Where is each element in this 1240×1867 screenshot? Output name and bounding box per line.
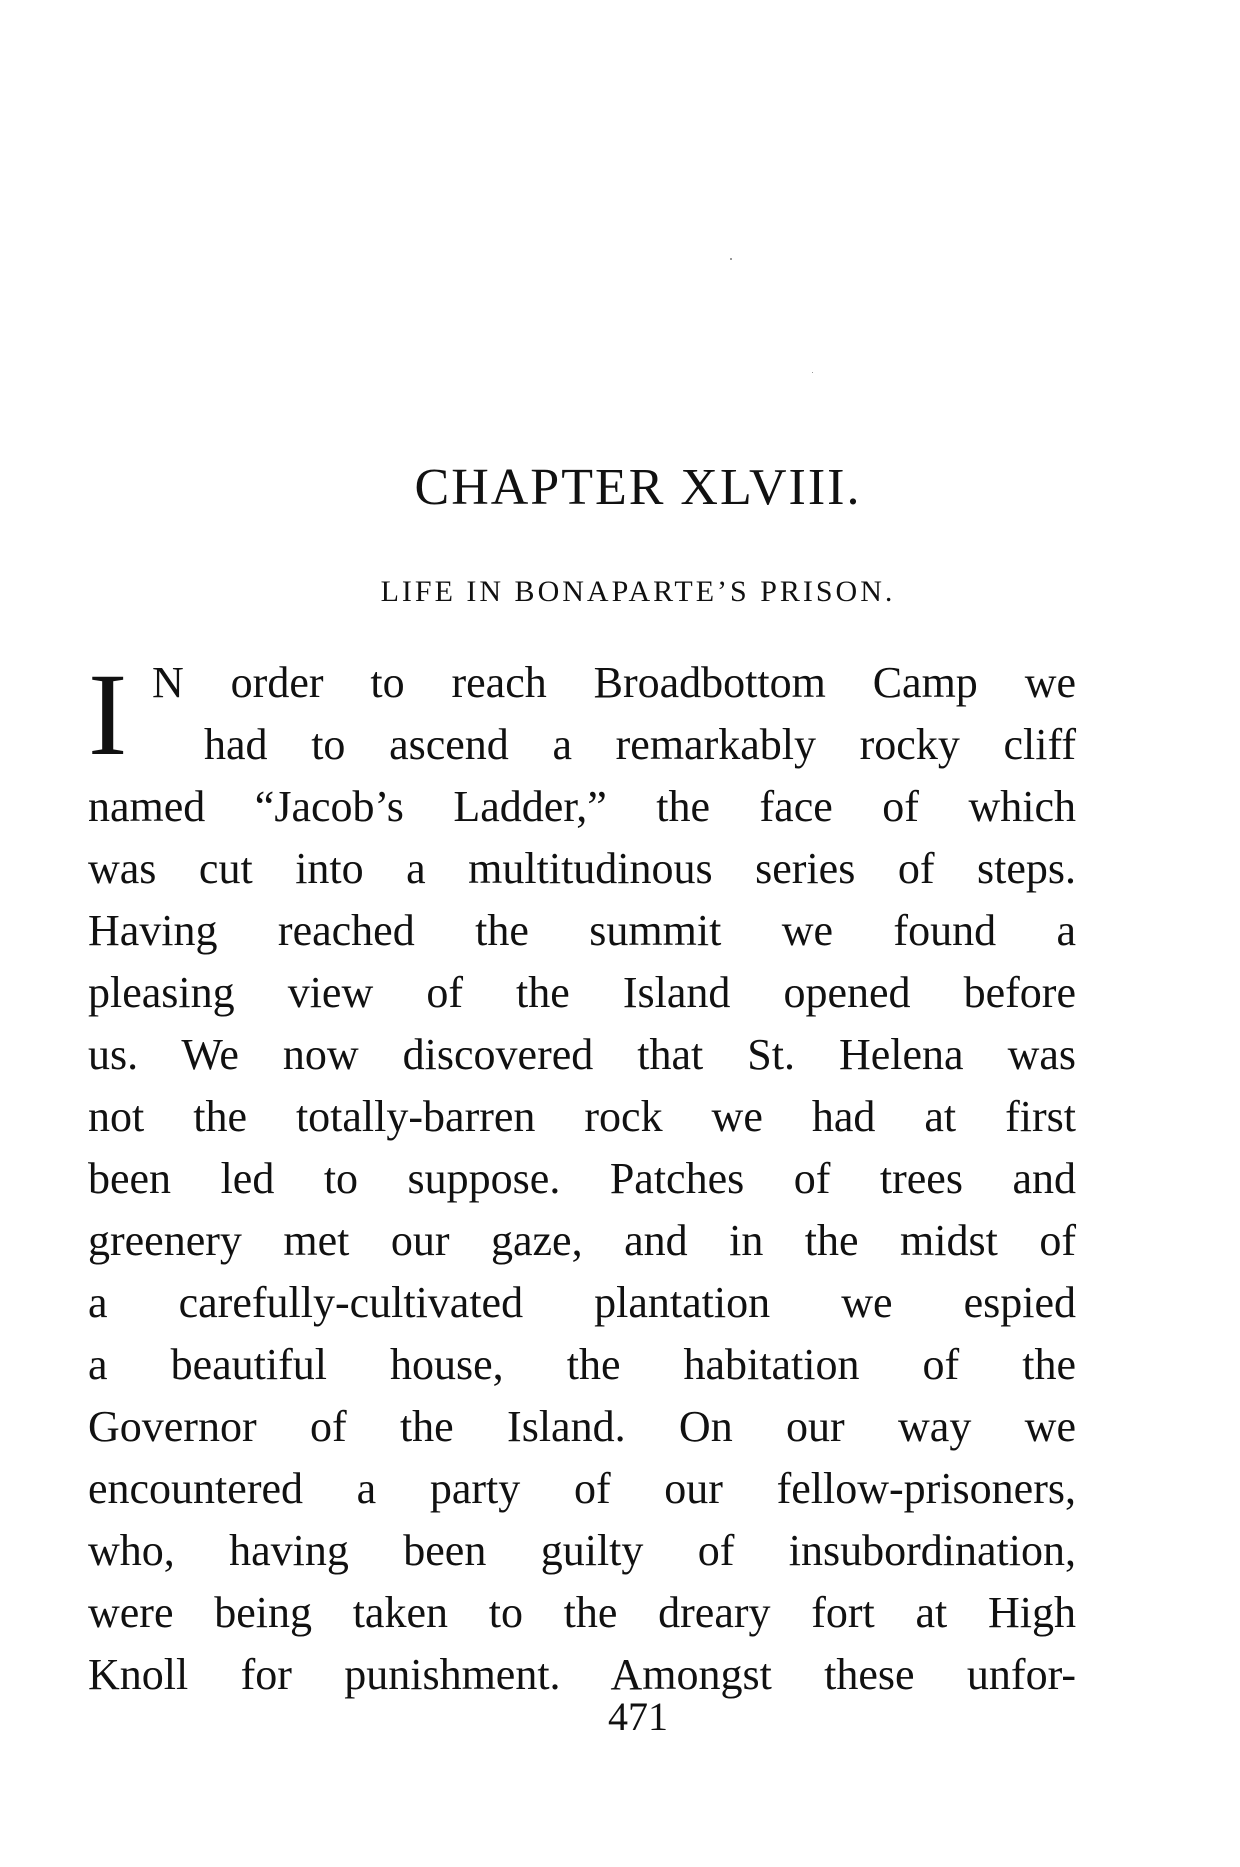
text-line: pleasing view of the Island opened before (88, 968, 1076, 1017)
body-text (88, 649, 1076, 1706)
text-line: a beautiful house, the habitation of the (88, 1340, 1076, 1389)
page-number: 471 (608, 1694, 668, 1739)
text-line: who, having been guilty of insubordination, (88, 1526, 1076, 1575)
paper-speck (812, 372, 813, 373)
text-line: named “Jacob’s Ladder,” the face of which (88, 782, 1076, 831)
text-line: had to ascend a remarkably rocky cliff (204, 720, 1076, 769)
text-line: Knoll for punishment. Amongst these unfor- (88, 1650, 1076, 1699)
text-line: N order to reach Broadbottom Camp we (152, 658, 1076, 707)
text-line: was cut into a multitudinous series of steps. (88, 844, 1076, 893)
text-line: not the totally-barren rock we had at first (88, 1092, 1076, 1141)
text-line: been led to suppose. Patches of trees and (88, 1154, 1076, 1203)
chapter-title: CHAPTER XLVIII. (414, 459, 862, 516)
text-line: Governor of the Island. On our way we (88, 1402, 1076, 1451)
text-line: greenery met our gaze, and in the midst of (88, 1216, 1076, 1265)
text-line: Having reached the summit we found a (88, 906, 1076, 955)
chapter-subtitle: LIFE IN BONAPARTE’S PRISON. (380, 575, 896, 608)
text-line: a carefully-cultivated plantation we espied (88, 1278, 1076, 1327)
text-line: us. We now discovered that St. Helena was (88, 1030, 1076, 1079)
text-line: were being taken to the dreary fort at High (88, 1588, 1076, 1637)
paper-speck (730, 258, 732, 260)
text-line: encountered a party of our fellow-prisoners, (88, 1464, 1076, 1513)
drop-cap: I (88, 649, 128, 780)
